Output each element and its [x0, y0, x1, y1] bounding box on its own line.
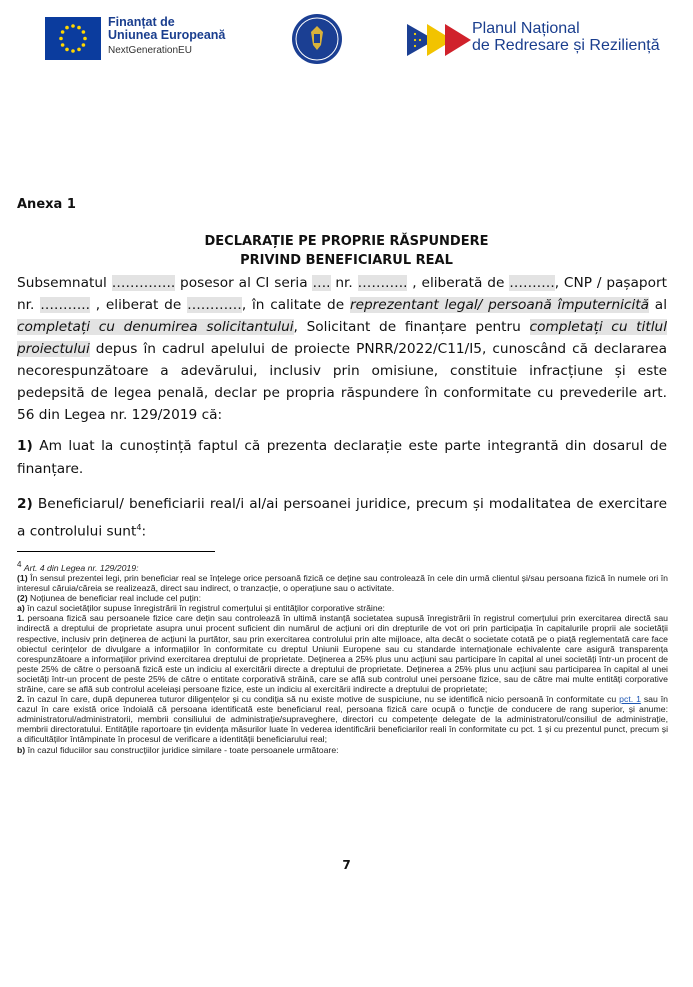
- footnote-line: [17, 694, 668, 744]
- footnote-divider: [17, 551, 215, 552]
- blank-field-issued-by[interactable]: ……….: [509, 275, 555, 291]
- declaration-paragraph: [17, 272, 667, 426]
- paragraph-text: Am luat la cunoștință faptul că prezenta declarație este parte integrantă din dosarul de finanțare.: [17, 438, 667, 477]
- eu-funding-label: Finanțat de Uniunea Europeană NextGenerationEU: [108, 15, 226, 56]
- government-seal-icon: [290, 12, 344, 66]
- blank-field-name[interactable]: …………..: [111, 275, 176, 291]
- footnote-heading: [17, 560, 668, 573]
- text-segment: Subsemnatul: [17, 275, 107, 291]
- text-segment: posesor al CI seria: [175, 275, 313, 291]
- clause-text: sau în cazul în care există orice îndoială că persoana identificată este beneficiarul real, persoana fizică care ocupă o funcție de conducere de rang superior, și anume: administratorul/administratorii, membrii consiliului de administrație/supraveghere, directori cu competențe delegate de la administratorul/consiliul de administrație, membrii directoratului. Entitățile raportoare țin evidența măsurilor luate în vederea identificării beneficiarilor reali în conformitate cu pct. 1 și cu prezentul punct, precum și a dificultăților întâmpinate în procesul de verificare a identității beneficiarului real;: [17, 694, 668, 745]
- text-segment: , CNP / pașaport nr.: [17, 275, 667, 313]
- page-number: 7: [342, 858, 351, 872]
- footnote-line: [17, 573, 668, 593]
- clause-number: 2.: [17, 694, 25, 705]
- text-segment: , Solicitant de finanțare pentru: [293, 319, 530, 335]
- text-segment: , în calitate de: [241, 297, 350, 313]
- blank-field-applicant[interactable]: completați cu denumirea solicitantului: [17, 319, 294, 335]
- paragraph-text: Beneficiarul/ beneficiarii real/i al/ai persoanei juridice, precum și modalitatea de exercitare a controlului sunt: [17, 496, 667, 540]
- footnote-line: [17, 613, 668, 694]
- footnote-marker: 4: [17, 560, 22, 569]
- footnote-ref[interactable]: 4: [136, 523, 142, 532]
- document-title: DECLARAȚIE PE PROPRIE RĂSPUNDERE: [204, 234, 489, 249]
- clause-text: Noțiunea de beneficiar real include cel puțin:: [27, 593, 202, 604]
- blank-field-passport-issuer[interactable]: …………: [187, 297, 242, 313]
- clause-text: în cazul fiduciilor sau construcțiilor juridice similare - toate persoanele următoare:: [25, 744, 339, 755]
- text-segment: nr.: [330, 275, 358, 291]
- paragraph-2: [17, 493, 667, 544]
- eu-flag-icon: [45, 17, 101, 60]
- clause-text: În sensul prezentei legi, prin beneficiar real se înțelege orice persoană fizică ce deține sau controlează în cele din urmă clientul și/sau persoana fizică în numele ori în interesul căruia/căreia se realizează, direct sau indirect, o tranzacție, o operațiune sau o activitate.: [17, 572, 668, 594]
- pnrr-label: Planul Național de Redresare și Reziliență: [472, 20, 660, 54]
- paragraph-end: :: [141, 523, 147, 540]
- blank-field-passport[interactable]: ………..: [40, 297, 90, 313]
- document-subtitle: PRIVIND BENEFICIARUL REAL: [240, 253, 453, 268]
- footnote-line: [17, 745, 668, 755]
- blank-field-project-title[interactable]: completați cu titlul proiectului: [17, 319, 668, 357]
- footnote-line: [17, 593, 668, 603]
- paragraph-number: 1): [17, 438, 33, 454]
- footnotes: [17, 560, 668, 755]
- text-segment: , eliberată de: [407, 275, 510, 291]
- text-segment: , eliberat de: [89, 297, 188, 313]
- clause-number: b): [17, 744, 26, 755]
- blank-field-id-series[interactable]: ….: [312, 275, 331, 291]
- text-segment: al: [649, 297, 668, 313]
- page-header: [0, 0, 693, 80]
- clause-number: 1.: [17, 613, 25, 624]
- clause-text: persoana fizică sau persoanele fizice care dețin sau controlează în ultimă instanță societatea supusă înregistrării în registrul comerțului prin exercitarea directă sau indirectă a dreptului de proprietate asupra unui procent suficient din numărul de acțiuni ori din drepturile de vot ori prin participația în capitalurile proprii ale societății respective, inclusiv prin deținerea de acțiuni la purtător, sau prin exercitarea controlului prin alte mijloace, alta decât o societate cotată pe o piață reglementată care face obiectul cerințelor de divulgare a informațiilor în conformitate cu dreptul Uniunii Europene sau cu standarde internaționale echivalente care asigură transparența corespunzătoare a informațiilor privind exercitarea dreptului de proprietate. Deținerea a 25% plus unu acțiuni sau participare în capital al unei societăți într-un procent de peste 25% de către o persoană fizică este un indiciu al exercitării directe a dreptului de proprietate. Deținerea a 25% plus unu acțiuni sau participarea în capital al unei societăți într-un procent de peste 25% de către o entitate corporativă străină, care se află sub controlul unei persoane fizice, sau de către mai multe entități corporative străine, care se află sub controlul aceleiași persoane fizice, este un indiciu al exercitării indirecte a dreptului de proprietate;: [17, 613, 668, 695]
- footnote-line: [17, 603, 668, 613]
- clause-text: în cazul societăților supuse înregistrării în registrul comerțului și entităților corporative străine:: [24, 603, 385, 614]
- pnrr-logo-icon: [407, 20, 471, 60]
- paragraph-1: [17, 435, 667, 481]
- footnote-source: Art. 4 din Legea nr. 129/2019:: [23, 562, 139, 573]
- pct-1-link[interactable]: pct. 1: [619, 694, 641, 705]
- paragraph-number: 2): [17, 496, 33, 512]
- clause-number: (2): [17, 593, 28, 604]
- clause-number: a): [17, 603, 25, 614]
- blank-field-role[interactable]: reprezentant legal/ persoană împuternicită: [349, 297, 650, 313]
- blank-field-id-number[interactable]: ………..: [357, 275, 408, 291]
- clause-text: în cazul în care, după depunerea tuturor diligențelor și cu condiția să nu existe motive de suspiciune, nu se identifică nicio persoană în conformitate cu: [24, 694, 620, 705]
- annex-label: Anexa 1: [17, 197, 76, 212]
- clause-number: (1): [17, 572, 28, 583]
- text-segment: depus în cadrul apelului de proiecte PNRR/2022/C11/I5, cunoscând că declararea necorespunzătoare a adevărului, inclusiv prin omisiune, constituie infracțiune și este pedepsită de legea penală, declar pe propria răspundere în conformitate cu prevederile art. 56 din Legea nr. 129/2019 că:: [17, 341, 667, 423]
